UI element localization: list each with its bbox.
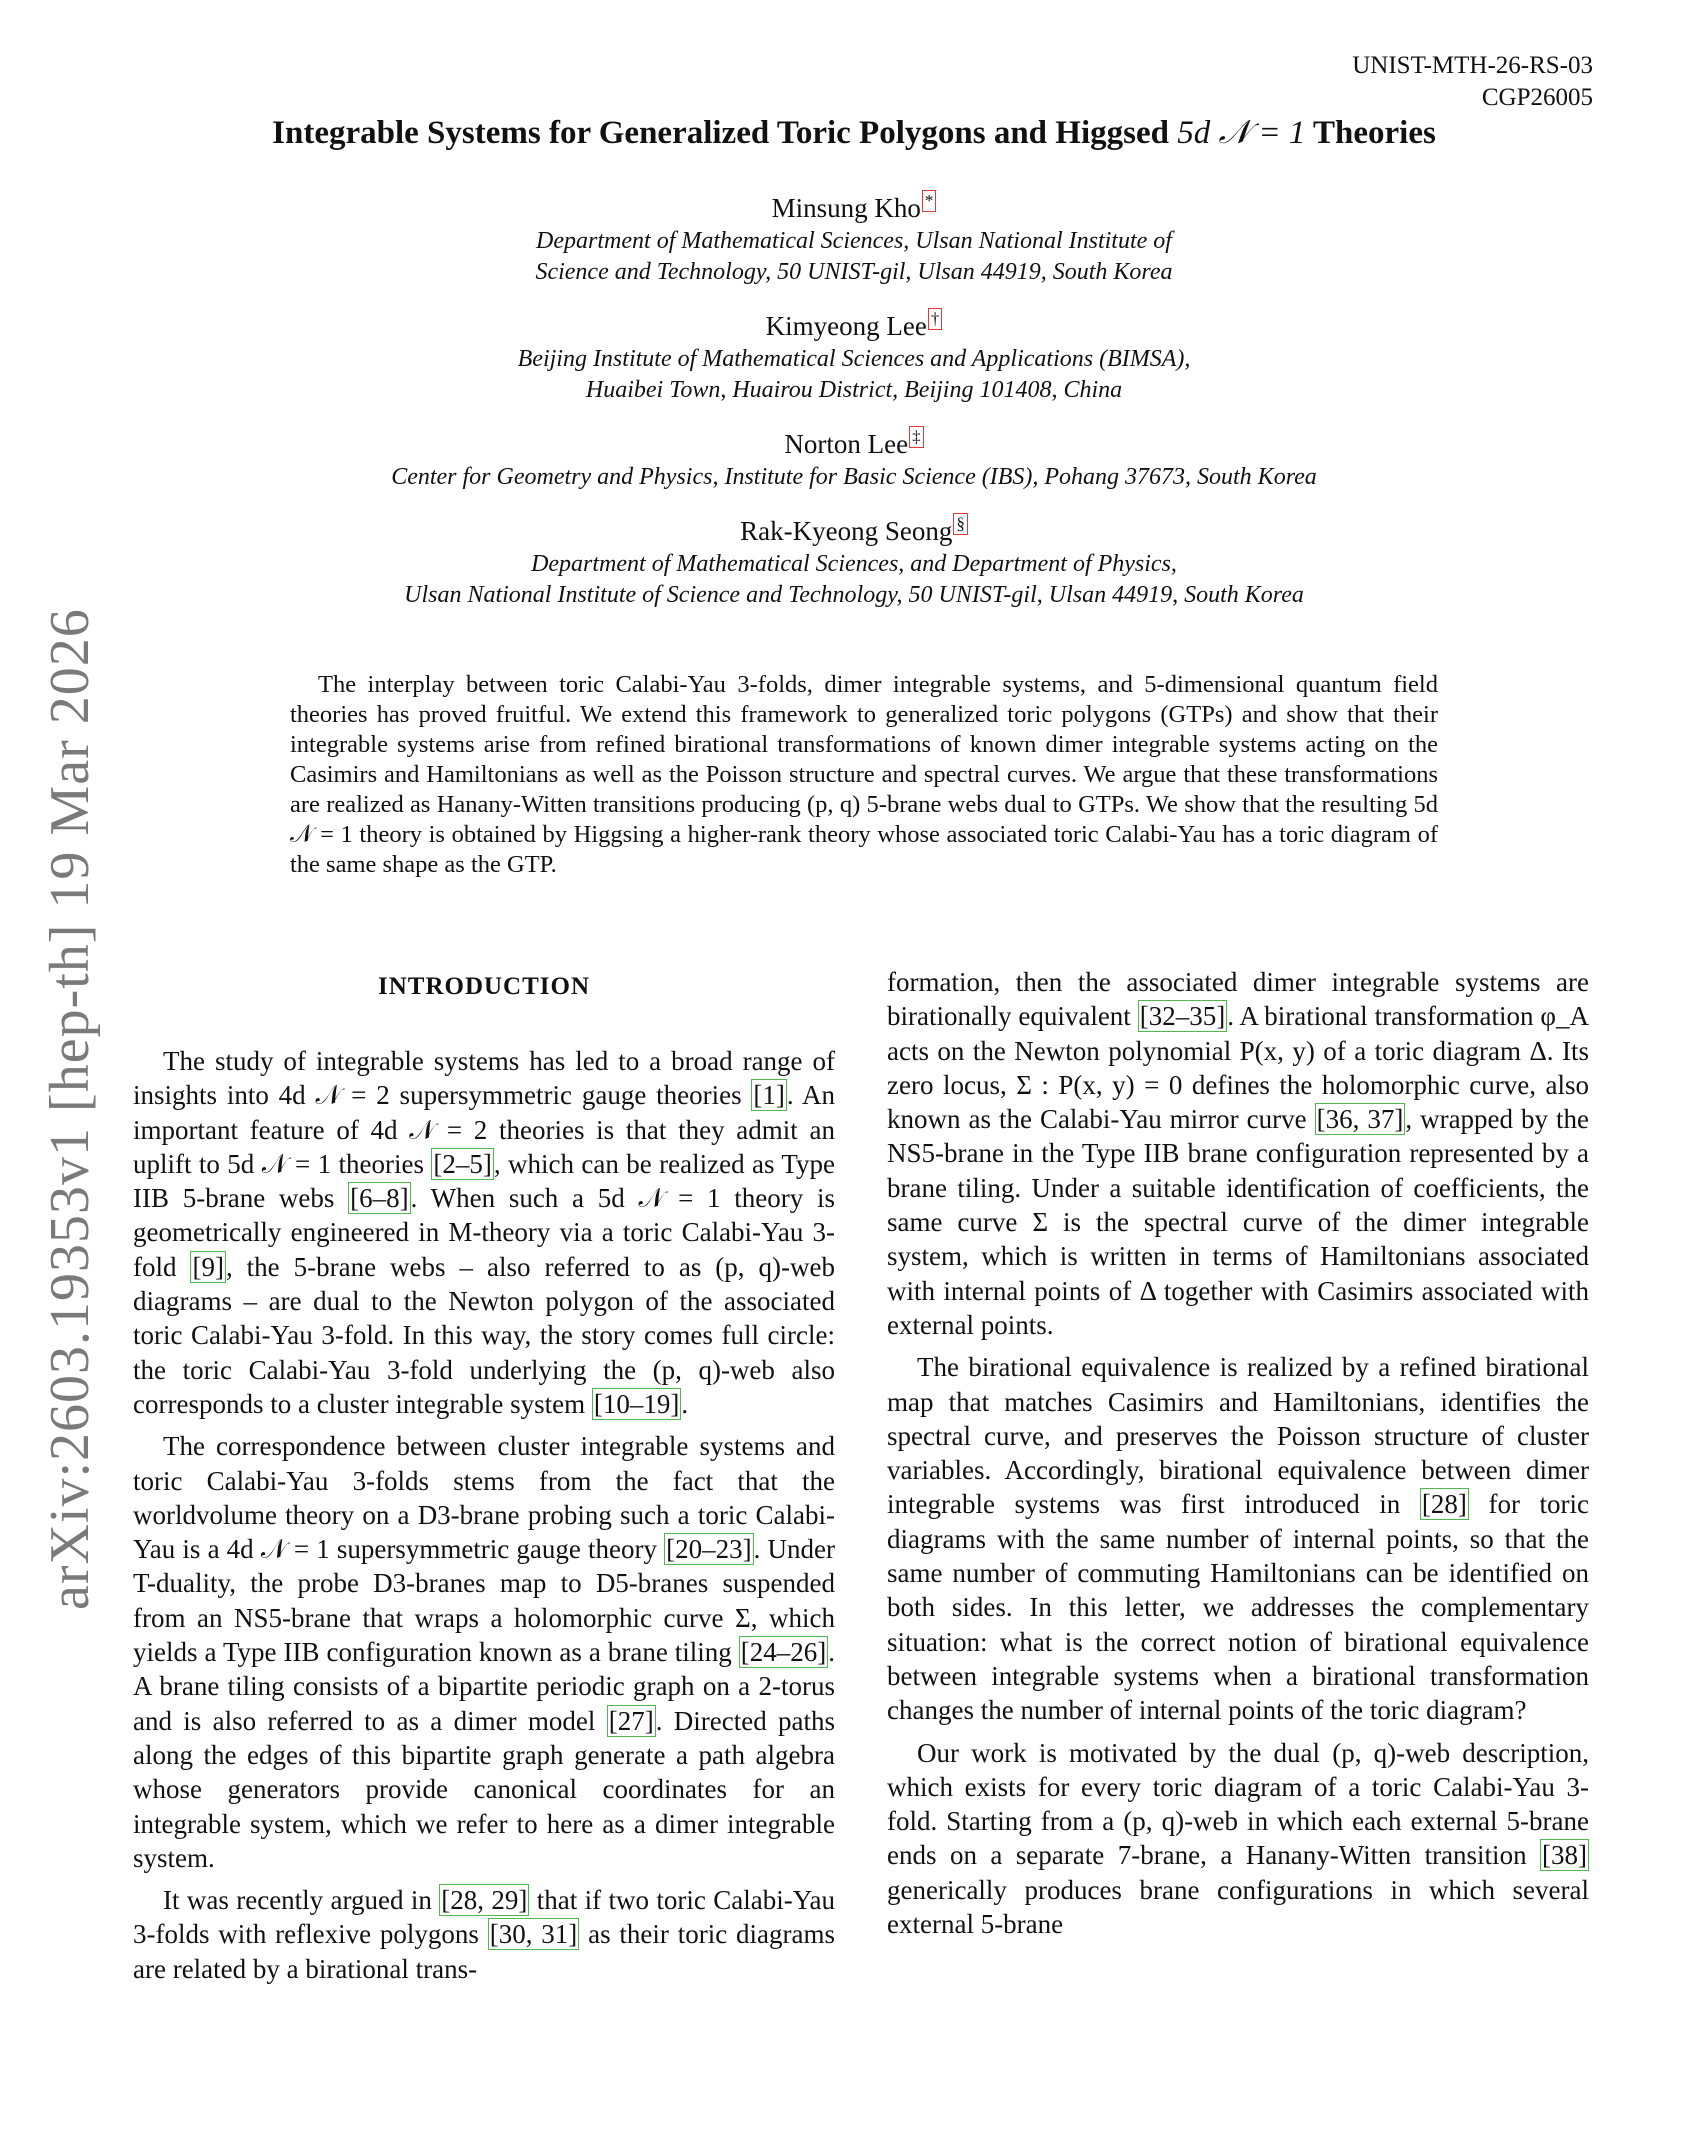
author-footnote-link[interactable]: *: [922, 190, 937, 212]
author-name: Minsung Kho *: [200, 190, 1508, 226]
right-column: [887, 965, 1589, 1949]
author-block: [200, 308, 1508, 406]
abstract: The interplay between toric Calabi-Yau 3-folds, dimer integrable systems, and 5-dimensional quantum field theories has proved fruitful. We extend this framework to generalized toric polygons (GTPs) and show that their integrable systems arise from refined birational transformations of known dimer integrable systems acting on the Casimirs and Hamiltonians as well as the Poisson structure and spectral curves. We argue that these transformations are realized as Hanany-Witten transitions producing (p, q) 5-brane webs dual to GTPs. We show that the resulting 5d 𝒩 = 1 theory is obtained by Higgsing a higher-rank theory whose associated toric Calabi-Yau has a toric diagram of the same shape as the GTP.: [290, 671, 1438, 878]
author-list: [200, 190, 1508, 631]
author-block: [200, 426, 1508, 493]
paragraph: The study of integrable systems has led to a broad range of insights into 4d 𝒩 = 2 supersymmetric gauge theories [1]. An important feature of 4d 𝒩 = 2 theories is that they admit an uplift to 5d 𝒩 = 1 theories [2–5], which can be realized as Type IIB 5-brane webs [6–8]. When such a 5d 𝒩 = 1 theory is geometrically engineered in M-theory via a toric Calabi-Yau 3-fold [9], the 5-brane webs – also referred to as (p, q)-web diagrams – are dual to the Newton polygon of the associated toric Calabi-Yau 3-fold. In this way, the story comes full circle: the toric Calabi-Yau 3-fold underlying the (p, q)-web also corresponds to a cluster integrable system [10–19].: [133, 1046, 836, 1419]
citation-link[interactable]: [2–5]: [433, 1148, 492, 1179]
citation-link[interactable]: [28]: [1421, 1489, 1467, 1520]
title-text: Integrable Systems for Generalized Toric Polygons and Higgsed: [272, 115, 1169, 151]
section-heading-introduction: INTRODUCTION: [377, 973, 591, 1000]
author-affiliation: Science and Technology, 50 UNIST-gil, Ulsan 44919, South Korea: [535, 259, 1173, 285]
author-block: [200, 190, 1508, 288]
author-affiliation: Center for Geometry and Physics, Institute for Basic Science (IBS), Pohang 37673, South Korea: [391, 464, 1317, 490]
author-name: Rak-Kyeong Seong §: [200, 513, 1508, 549]
paragraph: It was recently argued in [28, 29] that if two toric Calabi-Yau 3-folds with reflexive polygons [30, 31] as their toric diagrams are related by a birational trans-: [133, 1885, 835, 1984]
author-footnote-link[interactable]: ‡: [909, 426, 924, 448]
citation-link[interactable]: [30, 31]: [489, 1919, 578, 1950]
author-footnote-link[interactable]: †: [928, 308, 943, 330]
author-name: Norton Lee ‡: [200, 426, 1508, 462]
author-name: Kimyeong Lee †: [200, 308, 1508, 344]
paragraph: formation, then the associated dimer integrable systems are birationally equivalent [32–35]. A birational transformation φ_A acts on the Newton polynomial P(x, y) of a toric diagram Δ. Its zero locus, Σ : P(x, y) = 0 defines the holomorphic curve, also known as the Calabi-Yau mirror curve [36, 37], wrapped by the NS5-brane in the Type IIB brane configuration represented by a brane tiling. Under a suitable identification of coefficients, the same curve Σ is the spectral curve of the dimer integrable system, which is written in terms of Hamiltonians associated with internal points of Δ together with Casimirs associated with external points.: [887, 967, 1590, 1340]
paragraph: The birational equivalence is realized by a refined birational map that matches Casimirs and Hamiltonians, identifies the spectral curve, and preserves the Poisson structure of cluster variables. Accordingly, birational equivalence between dimer integrable systems was first introduced in [28] for toric diagrams with the same number of internal points, so that the same number of commuting Hamiltonians can be identified on both sides. In this letter, we addresses the complementary situation: what is the correct notion of birational equivalence between integrable systems when a birational transformation changes the number of internal points of the toric diagram?: [887, 1352, 1589, 1726]
left-column: [133, 970, 835, 1994]
citation-link[interactable]: [36, 37]: [1316, 1104, 1404, 1135]
author-block: [200, 513, 1508, 611]
report-number-unist: UNIST-MTH-26-RS-03: [1352, 52, 1593, 79]
citation-link[interactable]: [27]: [608, 1705, 654, 1736]
citation-link[interactable]: [1]: [753, 1080, 785, 1111]
citation-link[interactable]: [20–23]: [666, 1534, 752, 1565]
citation-link[interactable]: [9]: [192, 1251, 224, 1282]
paragraph: The correspondence between cluster integrable systems and toric Calabi-Yau 3-folds stems from the fact that the worldvolume theory on a D3-brane probing such a toric Calabi-Yau is a 4d 𝒩 = 1 supersymmetric gauge theory [20–23]. Under T-duality, the probe D3-branes map to D5-branes suspended from an NS5-brane that wraps a holomorphic curve Σ, which yields a Type IIB configuration known as a brane tiling [24–26]. A brane tiling consists of a bipartite periodic graph on a 2-torus and is also referred to as a dimer model [27]. Directed paths along the edges of this bipartite graph generate a path algebra whose generators provide canonical coordinates for an integrable system, which we refer to here as a dimer integrable system.: [133, 1431, 836, 1873]
paper-title: [110, 115, 1598, 152]
author-affiliation: Department of Mathematical Sciences, and Department of Physics,: [531, 551, 1177, 577]
paragraph: Our work is motivated by the dual (p, q)-web description, which exists for every toric diagram of a toric Calabi-Yau 3-fold. Starting from a (p, q)-web in which each external 5-brane ends on a separate 7-brane, a Hanany-Witten transition [38] generically produces brane configurations in which several external 5-brane: [887, 1737, 1589, 1940]
arxiv-identifier: arXiv:2603.19353v1 [hep-th] 19 Mar 2026: [39, 608, 101, 1610]
title-suffix: Theories: [1313, 115, 1436, 151]
author-affiliation: Huaibei Town, Huairou District, Beijing 101408, China: [585, 377, 1123, 403]
author-affiliation: Department of Mathematical Sciences, Ulsan National Institute of: [536, 228, 1172, 254]
citation-link[interactable]: [24–26]: [740, 1637, 827, 1668]
citation-link[interactable]: [6–8]: [350, 1183, 409, 1214]
title-math: 5d 𝒩 = 1: [1177, 115, 1306, 151]
citation-link[interactable]: [32–35]: [1139, 1001, 1226, 1032]
author-affiliation: Ulsan National Institute of Science and Technology, 50 UNIST-gil, Ulsan 44919, South Korea: [404, 582, 1304, 608]
author-footnote-link[interactable]: §: [953, 513, 968, 535]
report-numbers: [1352, 50, 1593, 114]
report-number-cgp: CGP26005: [1481, 84, 1593, 111]
author-affiliation: Beijing Institute of Mathematical Sciences and Applications (BIMSA),: [517, 346, 1191, 372]
citation-link[interactable]: [38]: [1542, 1840, 1587, 1871]
citation-link[interactable]: [28, 29]: [441, 1885, 528, 1916]
citation-link[interactable]: [10–19]: [593, 1388, 680, 1419]
